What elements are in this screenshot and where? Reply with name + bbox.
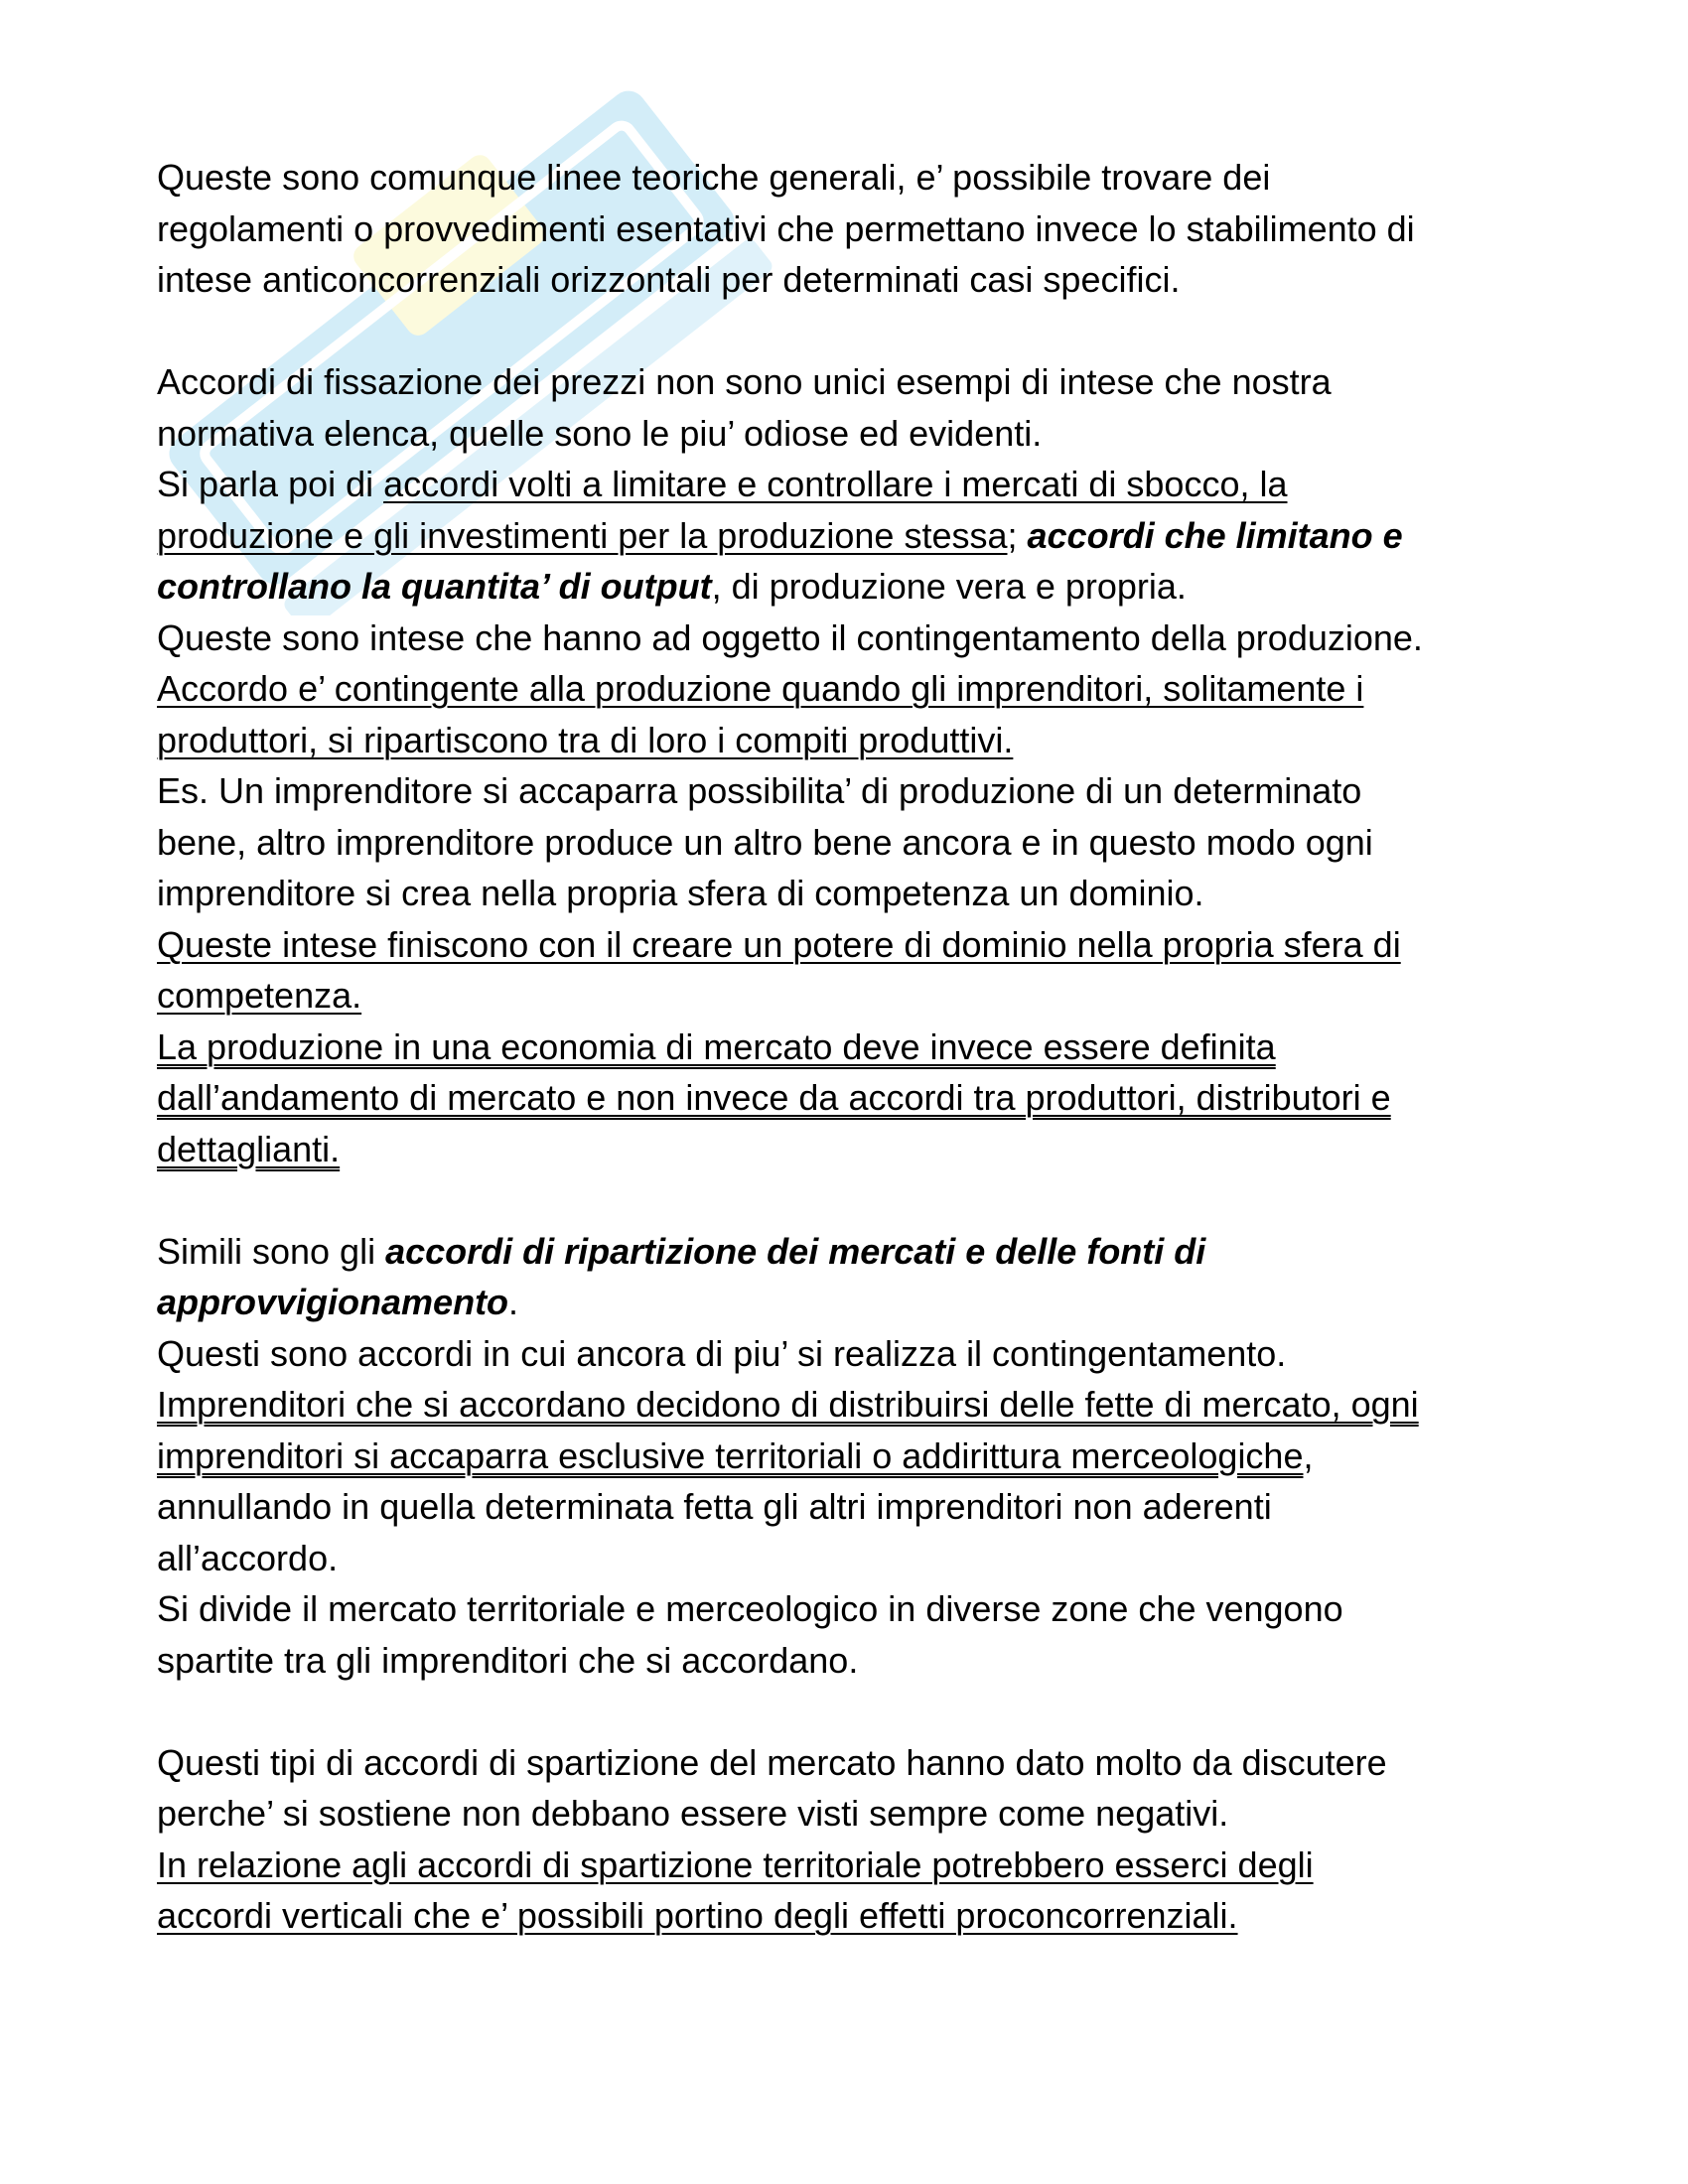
text-run: , [1303, 1434, 1314, 1476]
text-run: imprenditori si accaparra esclusive territoriali o addirittura merceologiche [157, 1434, 1304, 1476]
text-line [157, 459, 1547, 510]
text-line [157, 1583, 1547, 1635]
paragraph [157, 152, 1547, 306]
text-line [157, 817, 1547, 869]
text-line [157, 408, 1547, 460]
text-run: Es. Un imprenditore si accaparra possibilita’ di produzione di un determinato [157, 770, 1362, 811]
text-line [157, 663, 1547, 715]
text-line [157, 356, 1547, 408]
text-line [157, 1533, 1547, 1584]
text-line [157, 868, 1547, 919]
text-line [157, 1737, 1547, 1789]
text-run: approvvigionamento [157, 1282, 509, 1322]
text-line [157, 613, 1547, 664]
text-run: Queste sono comunque linee teoriche generali, e’ possibile trovare dei [157, 157, 1271, 198]
text-run: controllano la quantita’ di output [157, 566, 712, 607]
text-run: . [508, 1282, 519, 1322]
paragraph-gap [157, 1174, 1547, 1226]
text-run: dettaglianti. [157, 1128, 341, 1169]
document-body [157, 152, 1547, 1942]
text-line [157, 715, 1547, 766]
text-line [157, 1022, 1547, 1073]
paragraph-gap [157, 1686, 1547, 1737]
text-line [157, 1890, 1547, 1942]
text-run: perche’ si sostiene non debbano essere visti sempre come negativi. [157, 1793, 1229, 1834]
text-line [157, 510, 1547, 562]
text-run: Questi sono accordi in cui ancora di piu’ si realizza il contingentamento. [157, 1332, 1287, 1374]
text-line [157, 1635, 1547, 1687]
text-run: In relazione agli accordi di spartizione territoriale potrebbero esserci degli [157, 1843, 1314, 1885]
paragraph [157, 1226, 1547, 1687]
text-run: produttori, si ripartiscono tra di loro i compiti produttivi. [157, 719, 1014, 760]
paragraph [157, 1737, 1547, 1942]
text-line [157, 152, 1547, 204]
text-line [157, 1379, 1547, 1431]
text-run: accordi di ripartizione dei mercati e delle fonti di [385, 1230, 1206, 1272]
text-line [157, 1124, 1547, 1175]
text-run: intese anticoncorrenziali orizzontali per determinati casi specifici. [157, 259, 1181, 300]
text-run: dall’andamento di mercato e non invece da accordi tra produttori, distributori e [157, 1077, 1391, 1118]
text-line [157, 1788, 1547, 1840]
text-line [157, 1277, 1547, 1328]
text-run: produzione e gli investimenti per la produzione stessa [157, 514, 1008, 556]
text-run: annullando in quella determinata fetta gli altri imprenditori non aderenti [157, 1486, 1272, 1527]
text-line [157, 1328, 1547, 1380]
text-run: Accordo e’ contingente alla produzione quando gli imprenditori, solitamente i [157, 668, 1364, 709]
text-run: all’accordo. [157, 1537, 339, 1578]
text-line [157, 1840, 1547, 1891]
text-run: spartite tra gli imprenditori che si accordano. [157, 1639, 859, 1681]
text-line [157, 1481, 1547, 1533]
text-run: competenza. [157, 975, 362, 1016]
text-run: Queste intese finiscono con il creare un potere di dominio nella propria sfera di [157, 923, 1401, 965]
text-line [157, 1431, 1547, 1482]
text-line [157, 204, 1547, 255]
text-run: ; [1007, 514, 1028, 556]
text-run: accordi volti a limitare e controllare i mercati di sbocco, la [383, 464, 1288, 504]
text-run: La produzione in una economia di mercato deve invece essere definita [157, 1025, 1276, 1067]
text-line [157, 919, 1547, 971]
text-run: accordi che limitano e [1027, 514, 1403, 556]
text-run: bene, altro imprenditore produce un altro bene ancora e in questo modo ogni [157, 821, 1373, 863]
text-run: Simili sono gli [157, 1230, 386, 1272]
text-run: Accordi di fissazione dei prezzi non sono unici esempi di intese che nostra [157, 361, 1332, 402]
text-line [157, 1072, 1547, 1124]
text-run: , di produzione vera e propria. [711, 566, 1187, 607]
text-run: imprenditore si crea nella propria sfera di competenza un dominio. [157, 873, 1204, 913]
text-run: regolamenti o provvedimenti esentativi che permettano invece lo stabilimento di [157, 207, 1415, 249]
text-line [157, 1226, 1547, 1278]
text-run: normativa elenca, quelle sono le piu’ odiose ed evidenti. [157, 412, 1043, 454]
text-run: Questi tipi di accordi di spartizione del mercato hanno dato molto da discutere [157, 1741, 1387, 1783]
text-line [157, 970, 1547, 1022]
text-run: Imprenditori che si accordano decidono di distribuirsi delle fette di mercato, ogni [157, 1384, 1419, 1425]
text-run: accordi verticali che e’ possibili portino degli effetti proconcorrenziali. [157, 1895, 1238, 1936]
text-run: Si parla poi di [157, 464, 384, 504]
text-line [157, 765, 1547, 817]
text-run: Si divide il mercato territoriale e merceologico in diverse zone che vengono [157, 1588, 1343, 1629]
text-line [157, 561, 1547, 613]
text-line [157, 254, 1547, 306]
paragraph [157, 356, 1547, 1174]
text-run: Queste sono intese che hanno ad oggetto il contingentamento della produzione. [157, 616, 1423, 658]
paragraph-gap [157, 306, 1547, 357]
